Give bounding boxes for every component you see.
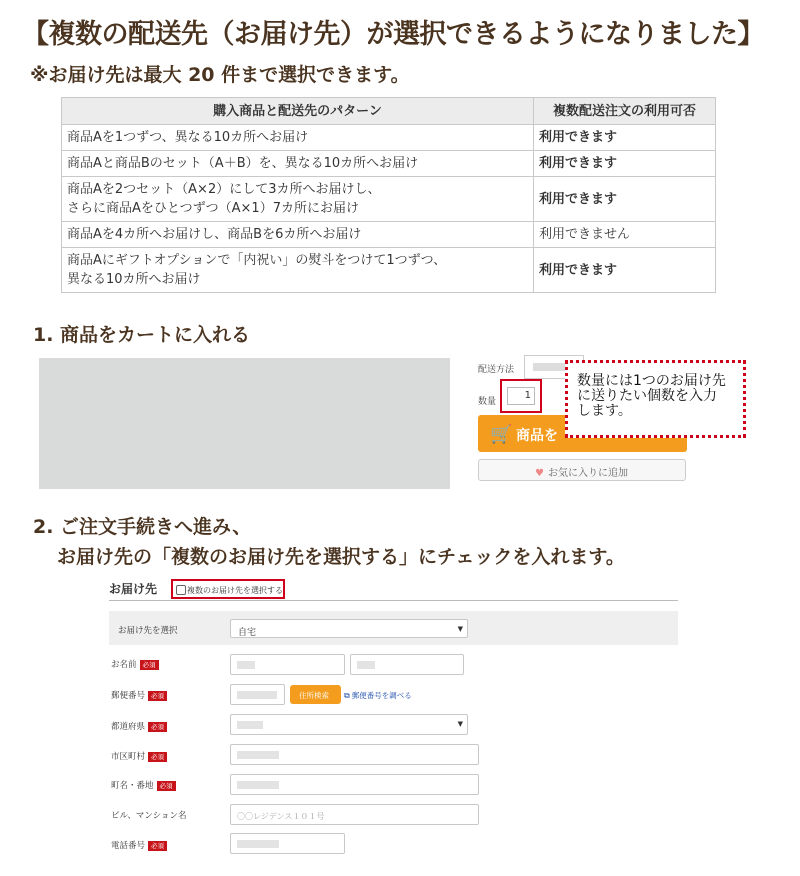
quantity-input[interactable]: 1 xyxy=(507,387,535,405)
cart-icon: 🛒 xyxy=(490,424,513,445)
prefecture-select[interactable] xyxy=(230,714,468,735)
table-row xyxy=(62,151,716,177)
step1-title: 1. 商品をカートに入れる xyxy=(33,324,251,346)
add-to-cart-label: 商品を xyxy=(516,428,558,444)
page-subtitle: ※お届け先は最大 20 件まで選択できます。 xyxy=(30,64,410,86)
city-input[interactable] xyxy=(230,744,479,765)
pattern-cell: 商品Aを1つずつ、異なる10カ所へお届け xyxy=(62,125,534,151)
street-label: 町名・番地 必須 xyxy=(111,779,176,791)
availability-cell: 利用できません xyxy=(534,222,716,248)
input-placeholder xyxy=(237,751,279,759)
input-placeholder xyxy=(237,840,279,848)
destination-label: お届け先を選択 xyxy=(118,626,178,636)
ship-method-label: 配送方法 xyxy=(478,365,515,375)
required-badge: 必須 xyxy=(148,841,167,851)
checkbox-box[interactable] xyxy=(176,585,186,595)
required-badge: 必須 xyxy=(148,752,167,762)
pattern-cell: 商品Aと商品Bのセット（A＋B）を、異なる10カ所へお届け xyxy=(62,151,534,177)
prefecture-label: 都道府県 必須 xyxy=(111,720,167,732)
address-search-label: 住所検索 xyxy=(299,691,329,700)
required-badge: 必須 xyxy=(148,722,167,732)
quantity-tooltip xyxy=(565,360,746,438)
availability-cell: 利用できます xyxy=(534,248,716,293)
table-row xyxy=(62,125,716,151)
last-name-input[interactable] xyxy=(230,654,345,675)
required-badge: 必須 xyxy=(140,660,159,670)
input-placeholder xyxy=(237,691,277,699)
phone-label: 電話番号 必須 xyxy=(111,839,167,851)
product-image-placeholder xyxy=(39,358,450,489)
destination-value: 自宅 xyxy=(238,628,257,638)
external-window-icon: ⧉ xyxy=(344,691,350,700)
input-placeholder xyxy=(237,781,279,789)
phone-input[interactable] xyxy=(230,833,345,854)
delivery-heading: お届け先 xyxy=(109,582,158,596)
building-label: ビル、マンション名 xyxy=(111,811,187,821)
favorites-label: お気に入りに追加 xyxy=(547,468,628,479)
zip-lookup-label: 郵便番号を調べる xyxy=(351,691,412,700)
table-row xyxy=(62,177,716,222)
heart-icon: ♥ xyxy=(535,468,544,479)
input-placeholder xyxy=(237,721,263,729)
multiple-destinations-label: 複数のお届け先を選択する xyxy=(187,586,283,595)
table-header-availability: 複数配送注文の利用可否 xyxy=(534,98,716,125)
zip-lookup-link[interactable] xyxy=(344,690,412,701)
table-row xyxy=(62,248,716,293)
table-row xyxy=(62,222,716,248)
city-label: 市区町村 必須 xyxy=(111,750,167,762)
pattern-cell: 商品Aを2つセット（A×2）にして3カ所へお届けし、 さらに商品Aをひとつずつ（A×1）7カ所にお届け xyxy=(62,177,534,222)
address-search-button[interactable] xyxy=(290,685,341,704)
input-placeholder xyxy=(357,661,375,669)
zip-input[interactable] xyxy=(230,684,285,705)
quantity-highlight xyxy=(500,379,542,413)
form-divider xyxy=(109,600,678,601)
chevron-down-icon: ▼ xyxy=(457,720,463,728)
quantity-label: 数量 xyxy=(478,397,497,407)
building-input[interactable] xyxy=(230,804,479,825)
required-badge: 必須 xyxy=(148,691,167,701)
street-input[interactable] xyxy=(230,774,479,795)
pattern-cell: 商品Aを4カ所へお届けし、商品Bを6カ所へお届け xyxy=(62,222,534,248)
pattern-table xyxy=(61,97,716,293)
pattern-cell: 商品Aにギフトオプションで「内祝い」の熨斗をつけて1つずつ、 異なる10カ所へお届け xyxy=(62,248,534,293)
building-placeholder: 〇〇レジデンス１０１号 xyxy=(237,812,325,821)
tooltip-line: に送りたい個数を入力 xyxy=(577,388,717,404)
add-to-favorites-button[interactable] xyxy=(478,459,686,481)
destination-select[interactable] xyxy=(230,619,468,638)
required-badge: 必須 xyxy=(157,781,176,791)
availability-cell: 利用できます xyxy=(534,177,716,222)
input-placeholder xyxy=(237,661,255,669)
tooltip-line: します。 xyxy=(577,403,632,419)
chevron-down-icon: ▼ xyxy=(457,625,463,633)
name-label: お名前 必須 xyxy=(111,658,159,670)
multiple-destinations-checkbox[interactable] xyxy=(171,579,285,599)
step2-subtitle: お届け先の「複数のお届け先を選択する」にチェックを入れます。 xyxy=(57,546,625,568)
table-header-row xyxy=(62,98,716,125)
availability-cell: 利用できます xyxy=(534,125,716,151)
first-name-input[interactable] xyxy=(350,654,464,675)
tooltip-line: 数量には1つのお届け先 xyxy=(577,373,726,389)
availability-cell: 利用できます xyxy=(534,151,716,177)
zip-label: 郵便番号 必須 xyxy=(111,689,167,701)
page-title: 【複数の配送先（お届け先）が選択できるようになりました】 xyxy=(22,19,764,50)
step2-title: 2. ご注文手続きへ進み、 xyxy=(33,516,252,538)
table-header-pattern: 購入商品と配送先のパターン xyxy=(62,98,534,125)
